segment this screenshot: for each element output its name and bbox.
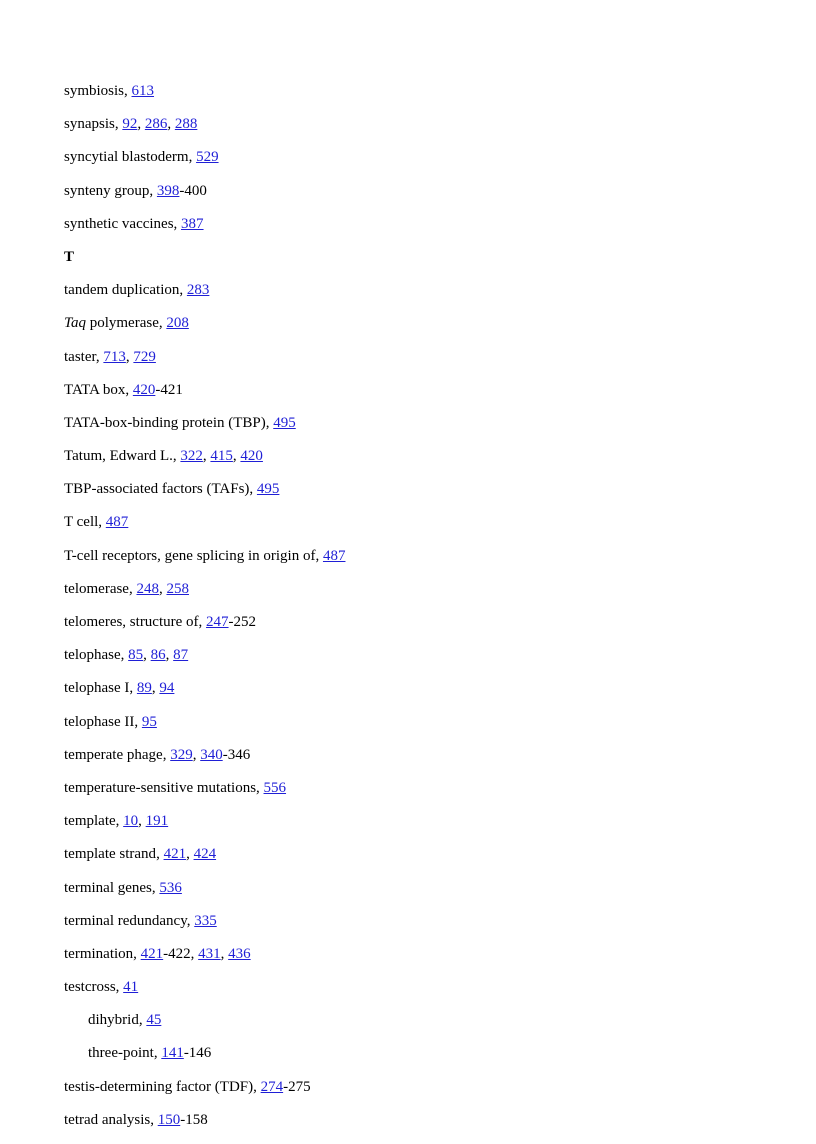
page-link[interactable]: 283 — [186, 282, 210, 299]
page-link[interactable]: 529 — [196, 149, 219, 166]
page-link[interactable]: 487 — [105, 514, 129, 531]
index-term: terminal genes — [64, 879, 152, 896]
index-term: tandem duplication — [64, 282, 180, 299]
separator-text: , — [134, 713, 142, 730]
index-term: telomerase — [64, 580, 129, 597]
page-link[interactable]: 536 — [159, 879, 182, 896]
index-entry — [64, 215, 776, 233]
page-link[interactable]: 431 — [198, 945, 221, 962]
index-term: synapsis — [64, 116, 115, 133]
separator-text: , — [249, 481, 257, 498]
index-term: TATA-box-binding protein (TBP) — [64, 414, 266, 431]
page-link[interactable]: 340 — [200, 746, 223, 763]
index-entry — [64, 812, 776, 830]
separator-text: , — [162, 746, 171, 763]
separator-text: -422, — [163, 945, 199, 962]
page-link[interactable]: 247 — [206, 614, 229, 630]
page-link[interactable]: 495 — [273, 414, 296, 431]
page-link[interactable]: 335 — [194, 912, 217, 929]
separator-text: , — [129, 680, 137, 697]
page-link[interactable]: 329 — [170, 746, 193, 763]
index-entry — [64, 348, 776, 366]
separator-text: , — [198, 614, 207, 630]
separator-text: , — [188, 149, 197, 166]
index-term: T-cell receptors, gene splicing in origin of — [64, 547, 316, 564]
separator-text: , — [115, 813, 124, 830]
page-link[interactable]: 729 — [133, 348, 156, 365]
page-link[interactable]: 85 — [128, 647, 144, 664]
separator-text: , — [153, 1045, 162, 1062]
page-link[interactable]: 89 — [136, 680, 152, 697]
page-link[interactable]: 274 — [260, 1078, 284, 1095]
separator-text: , — [120, 647, 129, 664]
page-link[interactable]: 286 — [144, 116, 168, 133]
separator-text: , — [172, 448, 181, 465]
index-entry — [64, 746, 776, 764]
index-list — [64, 82, 776, 1144]
index-subentry — [64, 1044, 776, 1062]
index-term: TATA box — [64, 381, 126, 398]
separator-text: , — [138, 813, 146, 830]
index-entry — [64, 845, 776, 863]
separator-text: , — [202, 448, 211, 465]
page-link[interactable]: 387 — [181, 215, 204, 232]
index-term: T — [64, 248, 75, 265]
page-link[interactable]: 713 — [103, 348, 126, 365]
index-term: Taq — [64, 315, 86, 332]
index-entry — [64, 912, 776, 930]
index-entry — [64, 713, 776, 731]
index-term: TBP-associated factors (TAFs) — [64, 481, 250, 498]
index-term: dihybrid — [88, 1012, 139, 1029]
separator-text: , — [256, 779, 264, 796]
index-term: symbiosis — [64, 83, 125, 99]
index-entry — [64, 381, 776, 399]
index-entry — [64, 115, 776, 133]
index-entry — [64, 978, 776, 996]
separator-text: , — [265, 414, 274, 431]
page-link[interactable]: 436 — [228, 945, 251, 962]
index-term: telophase I — [64, 680, 130, 697]
page-link[interactable]: 424 — [193, 846, 217, 863]
index-entry — [64, 314, 776, 332]
separator-text: , — [114, 116, 123, 133]
separator-text: , — [220, 945, 229, 962]
index-term: Tatum, Edward L. — [64, 448, 173, 465]
separator-text: , — [150, 1111, 158, 1128]
index-term: synteny group — [64, 182, 150, 199]
index-term: temperature-sensitive mutations — [64, 779, 257, 796]
separator-text: , — [167, 116, 175, 133]
page-link[interactable]: 248 — [136, 580, 159, 597]
index-term: telomeres, structure of — [64, 614, 199, 630]
index-entry — [64, 1111, 776, 1129]
index-entry — [64, 945, 776, 963]
page-link[interactable]: 141 — [161, 1045, 184, 1062]
separator-text: , — [165, 647, 174, 664]
index-term: taster — [64, 348, 96, 365]
index-entry — [64, 447, 776, 465]
separator-text: , — [156, 846, 164, 863]
index-entry — [64, 679, 776, 697]
separator-text: -275 — [283, 1078, 311, 1095]
separator-text: , — [149, 182, 157, 199]
page-link[interactable]: 288 — [174, 116, 198, 133]
separator-text: , — [173, 215, 182, 232]
separator-text: -252 — [228, 614, 257, 630]
page-link[interactable]: 420 — [132, 381, 156, 398]
separator-text: , — [186, 846, 194, 863]
separator-text: , — [138, 1012, 147, 1029]
page-link[interactable]: 487 — [322, 547, 346, 564]
index-term: termination — [64, 945, 134, 962]
separator-text: , — [151, 879, 160, 896]
index-entry — [64, 414, 776, 432]
index-entry — [64, 613, 776, 631]
separator-text: , — [124, 83, 132, 99]
page-link[interactable]: 258 — [166, 580, 189, 597]
separator-text: , — [98, 514, 106, 531]
section-heading — [64, 248, 776, 266]
page-link[interactable]: 191 — [145, 813, 169, 830]
separator-text: -158 — [180, 1111, 208, 1128]
separator-text: , — [115, 979, 124, 996]
index-entry — [64, 480, 776, 498]
index-entry — [64, 82, 776, 100]
index-entry — [64, 182, 776, 200]
page-link[interactable]: 45 — [146, 1012, 162, 1029]
index-term: T cell — [64, 514, 99, 531]
separator-text: -346 — [222, 746, 251, 763]
separator-text: -146 — [183, 1045, 212, 1062]
separator-text: , — [192, 746, 201, 763]
separator-text: , — [95, 348, 104, 365]
page-link[interactable]: 41 — [123, 979, 139, 996]
separator-text: , — [143, 647, 151, 664]
index-entry — [64, 148, 776, 166]
page-link[interactable]: 95 — [141, 713, 157, 730]
index-entry — [64, 513, 776, 531]
page-link[interactable]: 94 — [159, 680, 175, 697]
separator-text: , — [151, 680, 160, 697]
page-link[interactable]: 556 — [263, 779, 287, 796]
index-term: synthetic vaccines — [64, 215, 174, 232]
separator-text: , — [232, 448, 241, 465]
index-entry — [64, 1078, 776, 1096]
index-entry — [64, 281, 776, 299]
separator-text: polymerase, — [85, 315, 167, 332]
index-term: template strand — [64, 846, 157, 863]
separator-text: , — [128, 580, 137, 597]
page-link[interactable]: 208 — [166, 315, 189, 332]
index-term: temperate phage — [64, 746, 163, 763]
page-link[interactable]: 415 — [210, 448, 233, 465]
page-link[interactable]: 150 — [157, 1111, 181, 1128]
index-term: terminal redundancy — [64, 912, 187, 929]
index-entry — [64, 879, 776, 897]
index-term: syncytial blastoderm — [64, 149, 189, 166]
index-term: three-point — [88, 1045, 154, 1062]
page-link[interactable]: 613 — [131, 83, 155, 99]
separator-text: , — [253, 1078, 261, 1095]
page-link[interactable]: 10 — [123, 813, 139, 830]
page-link[interactable]: 86 — [150, 647, 166, 664]
index-term: telophase II — [64, 713, 135, 730]
page-link[interactable]: 421 — [163, 846, 187, 863]
page-link[interactable]: 398 — [156, 182, 180, 199]
index-term: template — [64, 813, 116, 830]
separator-text: , — [125, 348, 134, 365]
index-entry — [64, 779, 776, 797]
separator-text: , — [179, 282, 187, 299]
separator-text: -400 — [179, 182, 207, 199]
page-link[interactable]: 421 — [140, 945, 164, 962]
index-term: testcross — [64, 979, 116, 996]
index-subentry — [64, 1011, 776, 1029]
page-link[interactable]: 420 — [240, 448, 263, 465]
separator-text: , — [137, 116, 145, 133]
index-entry — [64, 547, 776, 565]
separator-text: , — [186, 912, 195, 929]
index-term: testis-determining factor (TDF) — [64, 1078, 254, 1095]
index-entry — [64, 646, 776, 664]
separator-text: -421 — [155, 381, 183, 398]
separator-text: , — [133, 945, 141, 962]
page-link[interactable]: 322 — [180, 448, 203, 465]
page-link[interactable]: 87 — [173, 647, 189, 664]
separator-text: , — [158, 580, 167, 597]
separator-text: , — [315, 547, 323, 564]
index-entry — [64, 580, 776, 598]
separator-text: , — [125, 381, 133, 398]
index-term: tetrad analysis — [64, 1111, 151, 1128]
index-term: telophase — [64, 647, 121, 664]
page-link[interactable]: 495 — [256, 481, 280, 498]
page-link[interactable]: 92 — [122, 116, 138, 133]
